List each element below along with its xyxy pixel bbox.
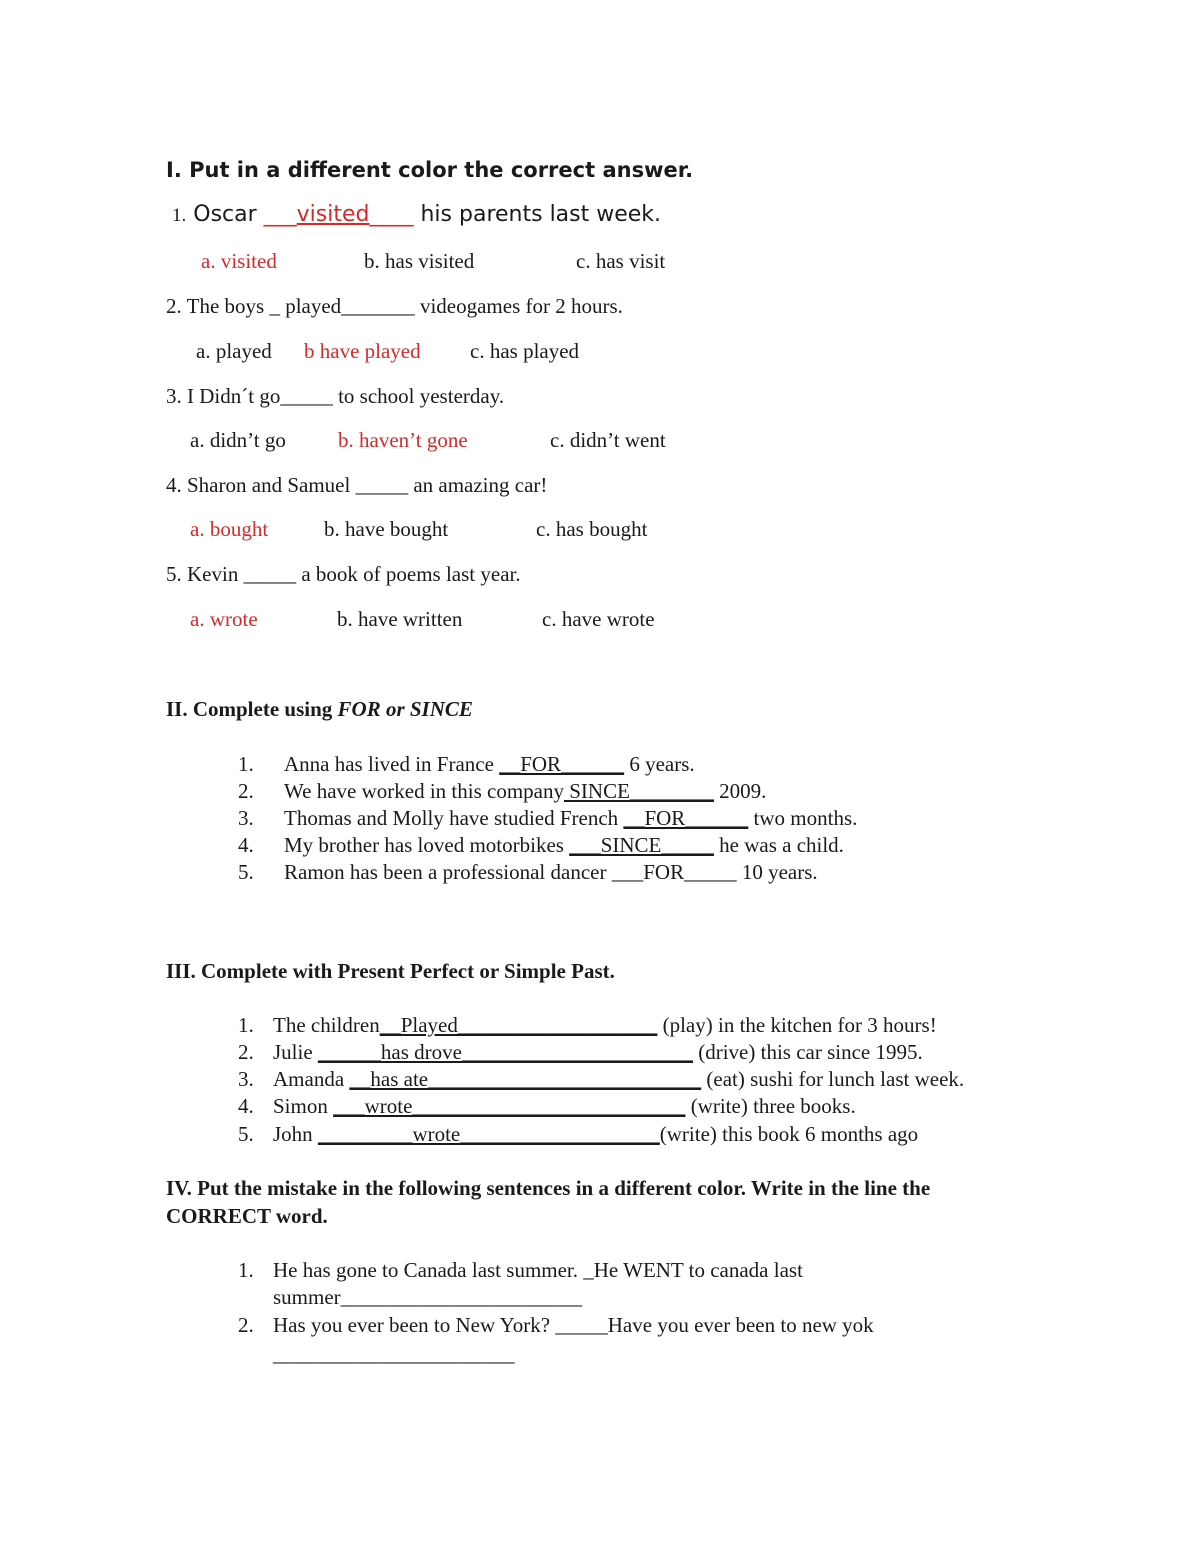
question-4-pre: 4. Sharon and Samuel (166, 473, 356, 497)
q2-option-b: b have played (304, 339, 421, 363)
s3-item-3-number: 3. (238, 1067, 254, 1091)
s3-item-2 (273, 1039, 923, 1065)
question-1-post: his parents last week. (413, 202, 662, 227)
s3-item-2-post: (drive) this car since 1995. (692, 1040, 923, 1064)
s3-item-5-number: 5. (238, 1122, 254, 1146)
s3-item-5 (273, 1121, 918, 1147)
s2-item-2 (284, 778, 766, 804)
question-4-post: an amazing car! (408, 473, 548, 497)
s3-item-4 (273, 1093, 856, 1119)
q5-option-a: a. wrote (190, 607, 258, 631)
s2-item-1-pre: Anna has lived in France (284, 752, 500, 776)
s3-item-3-post: (eat) sushi for lunch last week. (701, 1067, 965, 1091)
s3-item-1 (273, 1012, 937, 1038)
s3-item-2-pre: Julie (273, 1040, 318, 1064)
s2-item-4-pre: My brother has loved motorbikes (284, 833, 570, 857)
s3-item-5-post: (write) this book 6 months ago (659, 1122, 919, 1146)
section-2-title (166, 696, 473, 722)
s3-item-5-pre: John (273, 1122, 318, 1146)
s3-item-1-post: (play) in the kitchen for 3 hours! (657, 1013, 937, 1037)
question-5-blank: _____ (243, 562, 297, 586)
question-4 (166, 472, 547, 498)
s2-item-1-number: 1. (238, 752, 254, 776)
s2-item-5-pre: Ramon has been a professional dancer (284, 860, 612, 884)
q2-option-a: a. played (196, 339, 272, 363)
s4-item-2-answer-line: _______________________ (273, 1342, 515, 1366)
s3-item-2-number: 2. (238, 1040, 254, 1064)
q4-option-a: a. bought (190, 517, 269, 541)
s2-item-5-post: 10 years. (736, 860, 818, 884)
q1-option-c: c. has visit (576, 249, 666, 273)
s4-item-1-line-2 (273, 1284, 582, 1310)
s2-item-5-number: 5. (238, 860, 254, 884)
question-2-post: videogames for 2 hours. (414, 294, 623, 318)
s2-item-4-fill: ___SINCE_____ (569, 833, 714, 857)
q1-option-a: a. visited (201, 249, 277, 273)
s2-item-1-fill: __FOR______ (499, 752, 625, 776)
s2-item-3-fill: __FOR______ (623, 806, 749, 830)
s4-item-1-line-2-text: summer (273, 1285, 341, 1309)
section-2-title-pre: II. Complete using (166, 697, 338, 721)
question-2-blank: _______ (341, 294, 415, 318)
q5-option-c: c. have wrote (542, 607, 655, 631)
s3-item-4-post: (write) three books. (685, 1094, 856, 1118)
s3-item-1-number: 1. (238, 1013, 254, 1037)
question-5-pre: 5. Kevin (166, 562, 244, 586)
s2-item-3-number: 3. (238, 806, 254, 830)
section-3-title: III. Complete with Present Perfect or Simple Past. (166, 959, 615, 983)
question-1-blank-left: ___ (263, 202, 297, 227)
section-2-title-emphasis: FOR or SINCE (337, 697, 473, 721)
question-1-pre: Oscar (193, 202, 264, 227)
s3-item-1-pre: The children (273, 1013, 380, 1037)
s4-item-1-line-1: He has gone to Canada last summer. _He WENT to canada last (273, 1258, 803, 1282)
question-2 (166, 293, 623, 319)
question-3-pre: 3. I Didn´t go (166, 384, 281, 408)
s3-item-3 (273, 1066, 964, 1092)
s2-item-3 (284, 805, 857, 831)
q3-option-b: b. haven’t gone (338, 428, 468, 452)
q2-option-c: c. has played (470, 339, 580, 363)
question-2-pre: 2. The boys _ (166, 294, 286, 318)
q1-option-b: b. has visited (364, 249, 475, 273)
s2-item-2-pre: We have worked in this company (284, 779, 564, 803)
s2-item-2-fill: SINCE________ (563, 779, 714, 803)
question-1-number: 1. (172, 205, 187, 226)
s2-item-3-post: two months. (748, 806, 858, 830)
s3-item-4-number: 4. (238, 1094, 254, 1118)
s4-item-2-number: 2. (238, 1313, 254, 1337)
question-1 (172, 202, 661, 229)
s3-item-5-fill: _________wrote___________________ (317, 1122, 660, 1146)
section-4-title-line-2: CORRECT word. (166, 1204, 328, 1228)
s2-item-1-post: 6 years. (624, 752, 695, 776)
question-5-post: a book of poems last year. (296, 562, 521, 586)
s2-item-3-pre: Thomas and Molly have studied French (284, 806, 624, 830)
question-3 (166, 383, 504, 409)
q5-option-b: b. have written (337, 607, 463, 631)
s4-item-1-number: 1. (238, 1258, 254, 1282)
s3-item-4-fill: ___wrote__________________________ (333, 1094, 686, 1118)
s2-item-2-number: 2. (238, 779, 254, 803)
section-4-title-line-1: IV. Put the mistake in the following sentences in a different color. Write in the line the (166, 1176, 931, 1200)
section-1-title: I. Put in a different color the correct answer. (166, 158, 694, 182)
s2-item-1 (284, 751, 695, 777)
q4-option-b: b. have bought (324, 517, 449, 541)
q3-option-a: a. didn’t go (190, 428, 286, 452)
s3-item-3-pre: Amanda (273, 1067, 350, 1091)
s3-item-4-pre: Simon (273, 1094, 334, 1118)
s4-item-2-line-1: Has you ever been to New York? _____Have you ever been to new yok (273, 1313, 874, 1337)
s2-item-4 (284, 832, 844, 858)
question-1-answer: visited (296, 202, 370, 227)
q4-option-c: c. has bought (536, 517, 648, 541)
s2-item-4-post: he was a child. (713, 833, 844, 857)
s3-item-3-fill: __has ate__________________________ (349, 1067, 702, 1091)
question-3-blank: _____ (280, 384, 333, 408)
s2-item-5-fill: ___FOR_____ (611, 860, 737, 884)
q3-option-c: c. didn’t went (550, 428, 666, 452)
question-4-blank: _____ (355, 473, 409, 497)
s2-item-5 (284, 859, 818, 885)
question-5 (166, 561, 521, 587)
question-1-blank-right: ____ (369, 202, 414, 227)
question-2-answer: played (285, 294, 342, 318)
s2-item-2-post: 2009. (713, 779, 767, 803)
s3-item-1-fill: __Played___________________ (379, 1013, 658, 1037)
s3-item-2-fill: ______has drove______________________ (317, 1040, 693, 1064)
s2-item-4-number: 4. (238, 833, 254, 857)
s4-item-1-answer-line: _______________________ (340, 1285, 583, 1309)
question-3-post: to school yesterday. (332, 384, 505, 408)
